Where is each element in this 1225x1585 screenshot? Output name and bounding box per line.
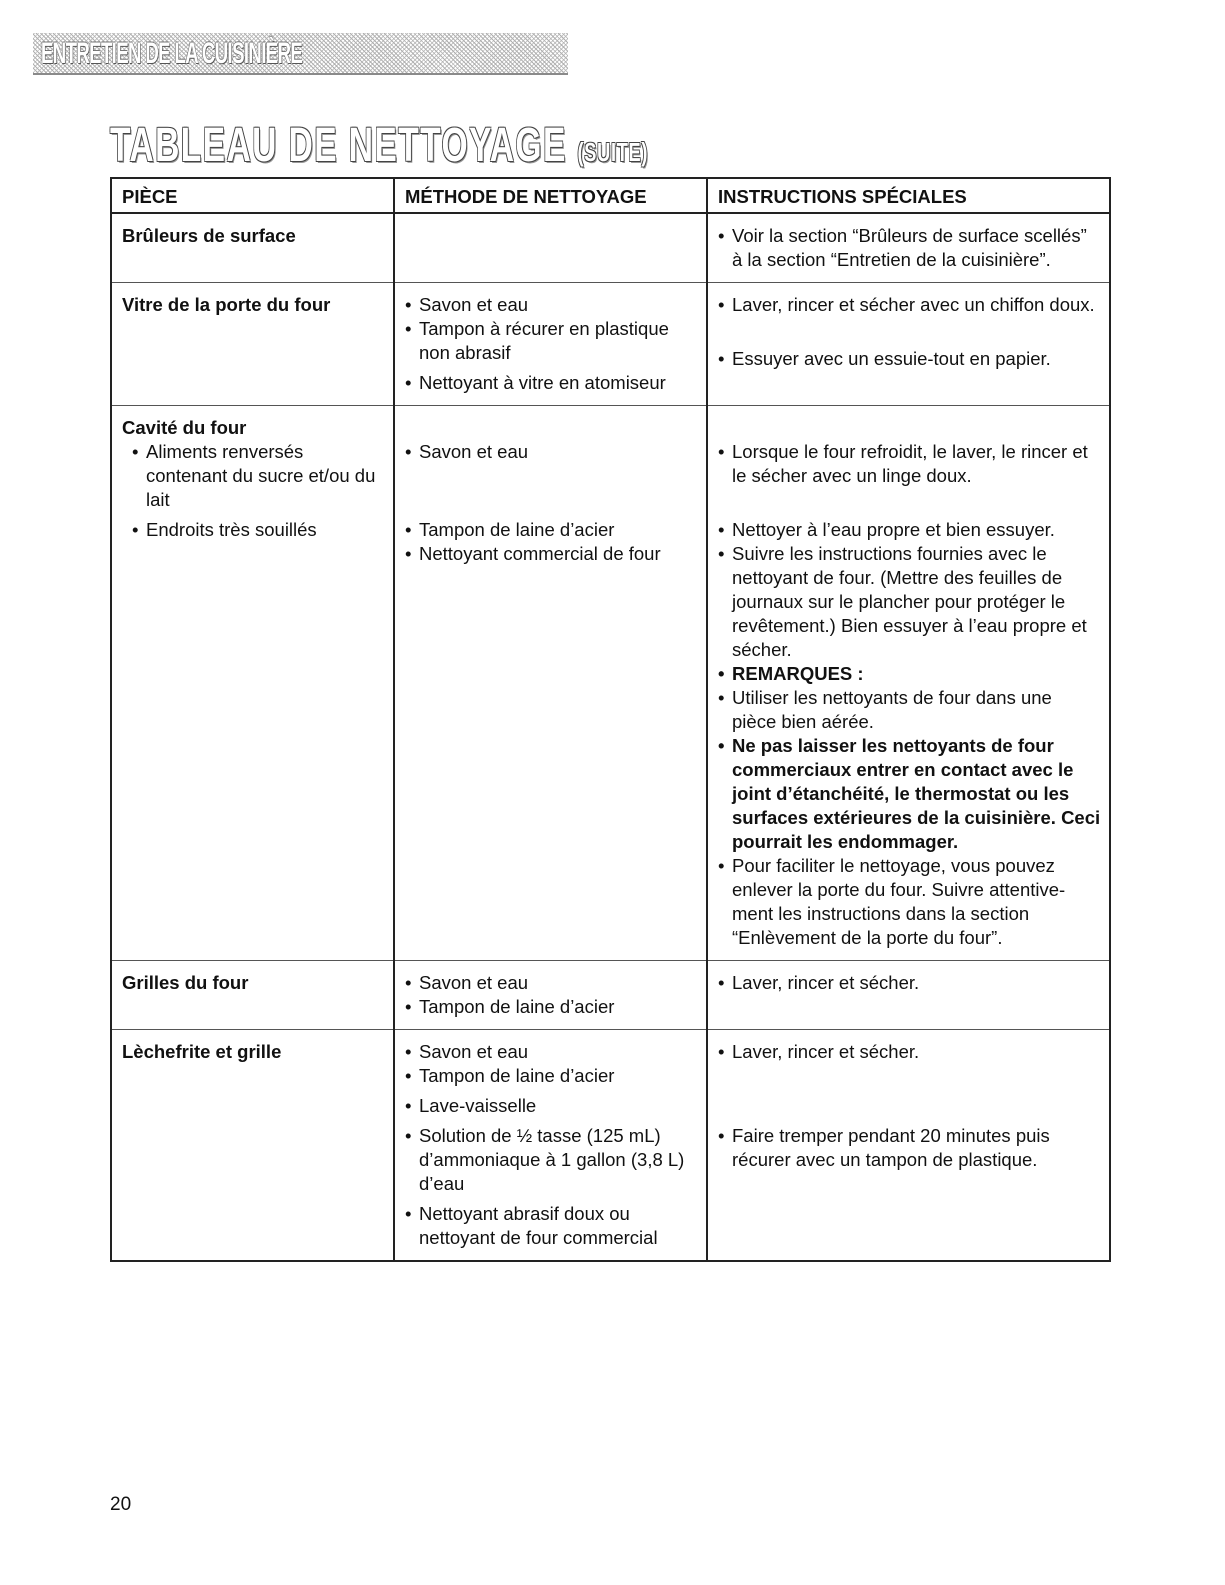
method-item: • Savon et eau: [405, 293, 698, 317]
method-item: • Lave-vaisselle: [405, 1094, 698, 1118]
note-item: • Pour faciliter le nettoyage, vous pouvez enlever la porte du four. Suivre attentive-ment les instructions dans la section “Enlèvement de la porte du four”.: [718, 854, 1101, 950]
method-item: • Savon et eau: [405, 1040, 698, 1064]
instruction-item: • Lorsque le four refroidit, le laver, le rincer et le sécher avec un linge doux.: [718, 440, 1101, 488]
part-name: Brûleurs de surface: [122, 225, 296, 246]
method-item: • Nettoyant commercial de four: [405, 542, 698, 566]
part-sub-item: • Aliments renversés contenant du sucre et/ou du lait: [122, 440, 385, 512]
page-title: [110, 116, 648, 182]
instruction-item: • Laver, rincer et sécher avec un chiffon doux.: [718, 293, 1101, 317]
note-item: • Utiliser les nettoyants de four dans une pièce bien aérée.: [718, 686, 1101, 734]
cell-part: [111, 213, 394, 283]
part-name: Lèchefrite et grille: [122, 1041, 282, 1062]
method-item: • Tampon de laine d’acier: [405, 1064, 698, 1088]
column-header-part: PIÈCE: [111, 178, 394, 213]
instruction-item: • Voir la section “Brûleurs de surface scellés” à la section “Entretien de la cuisinière”.: [718, 224, 1101, 272]
table-row-broiler-pan: [111, 1030, 1110, 1262]
cell-instructions: [707, 406, 1110, 961]
cell-method: [394, 213, 707, 283]
method-item: • Tampon de laine d’acier: [405, 995, 698, 1019]
table-row-oven-cavity: [111, 406, 1110, 961]
instruction-item: • Essuyer avec un essuie-tout en papier.: [718, 347, 1101, 371]
table-row-burners: [111, 213, 1110, 283]
section-banner-text: ENTRETIEN DE LA CUISINIÈRE: [41, 37, 303, 70]
cell-method: [394, 406, 707, 961]
page-number: 20: [110, 1494, 132, 1515]
cell-instructions: [707, 213, 1110, 283]
table-row-door-glass: [111, 283, 1110, 406]
method-item: • Nettoyant à vitre en atomiseur: [405, 371, 698, 395]
method-item: • Tampon de laine d’acier: [405, 518, 698, 542]
cell-method: [394, 283, 707, 406]
method-item: • Savon et eau: [405, 440, 698, 464]
cell-part: [111, 1030, 394, 1262]
cleaning-table: [110, 177, 1111, 1262]
cell-part: [111, 961, 394, 1030]
cell-instructions: [707, 1030, 1110, 1262]
method-item: • Tampon à récurer en plastique non abrasif: [405, 317, 698, 365]
method-item: • Solution de ½ tasse (125 mL) d’ammoniaque à 1 gallon (3,8 L) d’eau: [405, 1124, 698, 1196]
part-name: Cavité du four: [122, 417, 247, 438]
column-header-instructions: INSTRUCTIONS SPÉCIALES: [707, 178, 1110, 213]
instruction-item: • Suivre les instructions fournies avec le nettoyant de four. (Mettre des feuilles de journaux sur le plancher pour protéger le revêtement.) Bien essuyer à l’eau propre et sécher.: [718, 542, 1101, 662]
method-item: • Savon et eau: [405, 971, 698, 995]
table-header-row: [111, 178, 1110, 213]
section-banner: [33, 33, 568, 75]
page-title-text: TABLEAU DE NETTOYAGE: [110, 119, 567, 172]
instruction-item: • Laver, rincer et sécher.: [718, 1040, 1101, 1064]
instruction-item: • Faire tremper pendant 20 minutes puis récurer avec un tampon de plastique.: [718, 1124, 1101, 1172]
cell-instructions: [707, 283, 1110, 406]
page-title-suffix: (SUITE): [577, 137, 649, 167]
part-name: Vitre de la porte du four: [122, 294, 331, 315]
method-item: • Nettoyant abrasif doux ou nettoyant de four commercial: [405, 1202, 698, 1250]
part-sub-item: • Endroits très souillés: [122, 518, 385, 542]
cell-method: [394, 961, 707, 1030]
instruction-item: • Laver, rincer et sécher.: [718, 971, 1101, 995]
table-row-oven-racks: [111, 961, 1110, 1030]
cell-instructions: [707, 961, 1110, 1030]
part-name: Grilles du four: [122, 972, 249, 993]
cell-part: [111, 283, 394, 406]
column-header-method: MÉTHODE DE NETTOYAGE: [394, 178, 707, 213]
cell-method: [394, 1030, 707, 1262]
instruction-item: • Nettoyer à l’eau propre et bien essuyer.: [718, 518, 1101, 542]
note-item-warning: • Ne pas laisser les nettoyants de four commerciaux entrer en contact avec le joint d’étanchéité, le thermostat ou les surfaces extérieures de la cuisinière. Ceci pourrait les endommager.: [718, 734, 1101, 854]
cell-part: [111, 406, 394, 961]
notes-label: • REMARQUES :: [718, 662, 1101, 686]
